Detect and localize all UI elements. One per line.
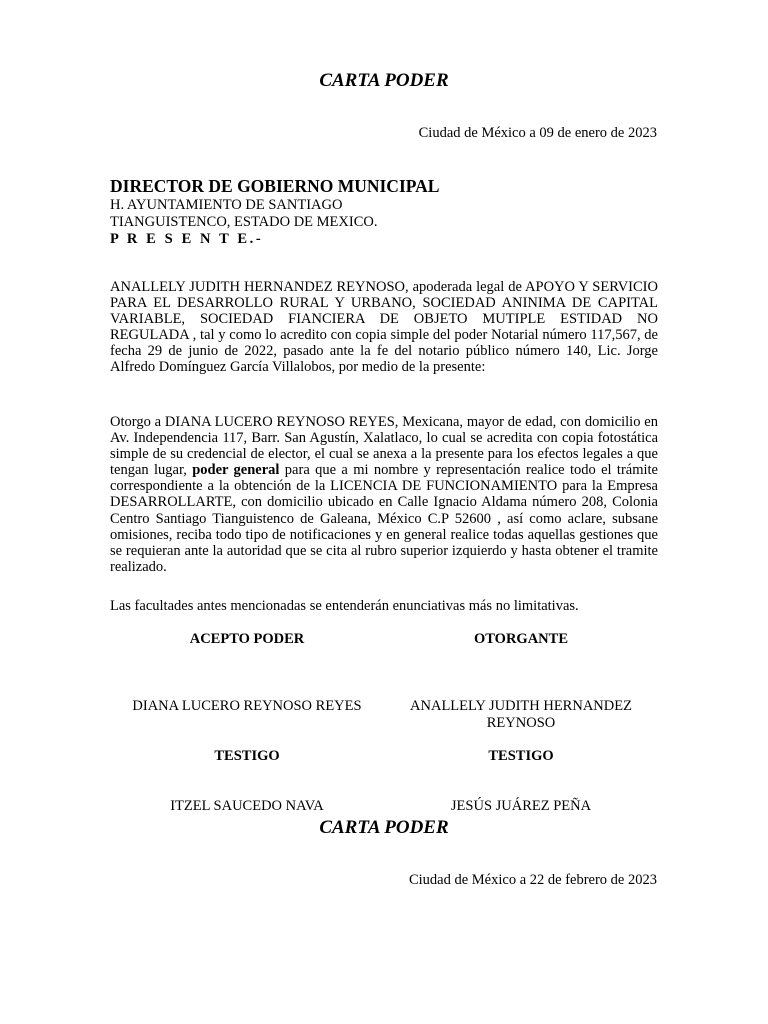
recipient-line-1: H. AYUNTAMIENTO DE SANTIAGO xyxy=(110,197,343,213)
accept-power-label: ACEPTO PODER xyxy=(189,631,305,647)
recipient-heading: DIRECTOR DE GOBIERNO MUNICIPAL xyxy=(110,176,440,196)
second-document-title: CARTA PODER xyxy=(319,817,449,838)
recipient-line-2: TIANGUISTENCO, ESTADO DE MEXICO. xyxy=(110,214,378,230)
grantor-label: OTORGANTE xyxy=(473,631,568,647)
body-paragraph-3: Las facultades antes mencionadas se entenderán enunciativas más no limitativas. xyxy=(110,598,579,614)
recipient-block xyxy=(110,176,670,248)
paragraph-2-bold-term: poder general xyxy=(192,462,280,479)
date-line: Ciudad de México a 09 de enero de 2023 xyxy=(418,125,657,141)
accept-power-name: DIANA LUCERO REYNOSO REYES xyxy=(132,698,362,714)
body-paragraph-1: ANALLELY JUDITH HERNANDEZ REYNOSO, apoderada legal de APOYO Y SERVICIO PARA EL DESARROLLO RURAL Y URBANO, SOCIEDAD ANINIMA DE CAPITAL VARIABLE, SOCIEDAD FIANCIERA DE OBJETO MUTIPLE ESTIDAD NO REGULADA , tal y como lo acredito con copia simple del poder Notarial número 117,567, de fecha 29 de junio de 2022, pasado ante la fe del notario público número 140, Lic. Jorge Alfredo Domínguez García Villalobos, por medio de la presente: xyxy=(110,279,658,376)
paragraph-2-text-end: para que a mi nombre y representación realice todo el trámite correspondiente a la obtención de la LICENCIA DE FUNCIONAMIENTO para la Empresa DESARROLLARTE, con domicilio ubicado en Calle Ignacio Aldama número 208, Colonia Centro Santiago Tianguistenco de Galeana, México C.P 52600 , así como aclare, subsane omisiones, reciba todo tipo de notificaciones y en general realice todas aquellas gestiones que se requieran ante la autoridad que se cita al rubro superior izquierdo y hasta obtener el tramite realizado. xyxy=(110,462,658,575)
body-paragraph-2 xyxy=(110,414,658,575)
witness-label-right: TESTIGO xyxy=(488,748,554,764)
presente-line: P R E S E N T E.- xyxy=(110,231,264,247)
witness-name-right: JESÚS JUÁREZ PEÑA xyxy=(450,798,592,814)
grantor-name: ANALLELY JUDITH HERNANDEZ REYNOSO xyxy=(410,698,632,731)
paragraph-2-text-start: Otorgo a DIANA LUCERO REYNOSO REYES, Mexicana, mayor de edad, con domicilio en Av. Independencia 117, Barr. San Agustín, Xalatlaco, lo cual se acredita con copia fotostática simple de su credencial de elector, el cual se anexa a la presente para los efectos legales a que tengan lugar, xyxy=(110,414,658,479)
document-title: CARTA PODER xyxy=(319,70,449,91)
second-date-line: Ciudad de México a 22 de febrero de 2023 xyxy=(408,872,657,888)
witness-label-left: TESTIGO xyxy=(214,748,280,764)
witness-name-left: ITZEL SAUCEDO NAVA xyxy=(170,798,324,814)
